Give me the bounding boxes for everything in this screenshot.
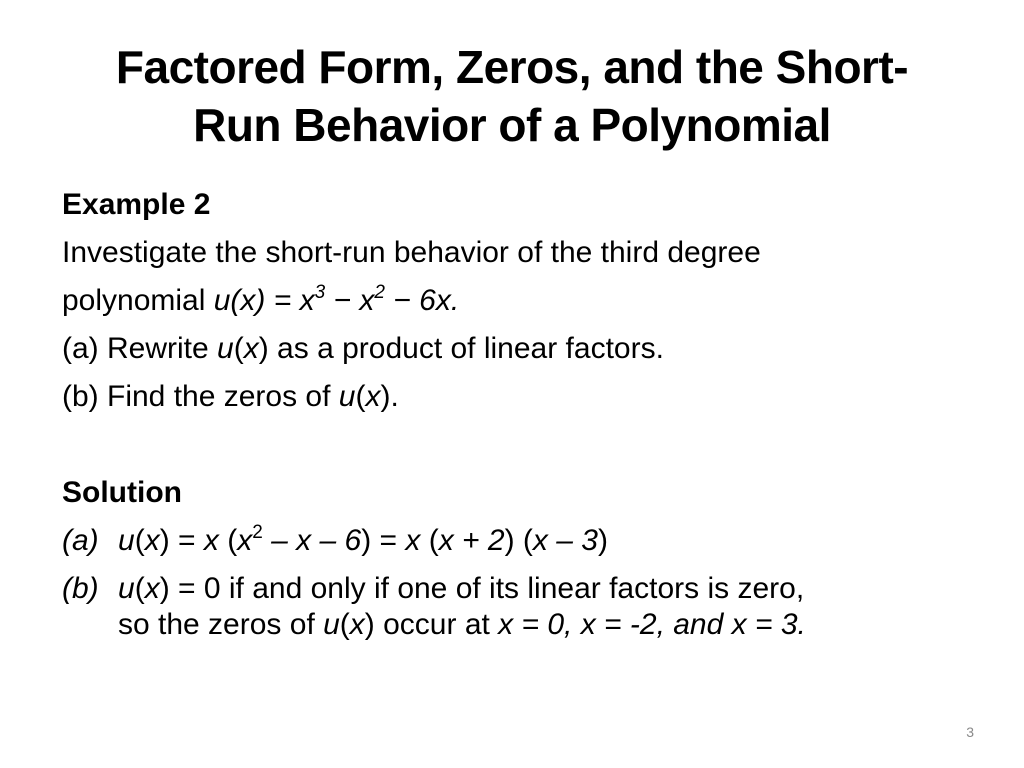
sol-a-x4: x: [405, 524, 421, 557]
poly-tail: − 6x.: [384, 284, 460, 317]
solution-a-text: [118, 517, 982, 565]
sol-a-expr3: x – 3: [532, 524, 598, 557]
sol-a-p2: ) =: [159, 524, 204, 557]
sol-b-u2: u: [323, 608, 340, 641]
sol-a-p5: (: [420, 524, 439, 557]
sol-b-p2: (: [339, 608, 350, 641]
sol-b-p1: (: [134, 572, 145, 605]
part-b-u: u: [338, 380, 356, 413]
part-b-open: (: [355, 380, 366, 413]
poly-lhs: u(x) = x: [213, 284, 315, 317]
sol-a-x3: x: [237, 524, 253, 557]
spacer: [62, 421, 982, 469]
sol-a-p3: (: [218, 524, 238, 557]
sol-b-x2: x: [349, 608, 365, 641]
sol-b-x1: x: [144, 572, 160, 605]
sol-b-start2: so the zeros of: [118, 608, 324, 641]
part-b-prefix: (b) Find the zeros of: [62, 380, 339, 413]
page-number: 3: [966, 724, 974, 740]
poly-exponent-2: 2: [374, 282, 385, 303]
intro-line-2: [62, 277, 982, 325]
sol-b-zeros: x = 0, x = -2, and x = 3.: [498, 608, 806, 641]
title-line-2: Run Behavior of a Polynomial: [193, 99, 831, 151]
sol-a-x2: x: [203, 524, 219, 557]
part-b-close: ).: [380, 380, 399, 413]
sol-a-u: u: [118, 524, 135, 557]
sol-a-expr2: x + 2: [438, 524, 505, 557]
solution-b-label: (b): [62, 572, 99, 605]
part-a-u: u: [217, 332, 234, 365]
solution-b-text: [118, 565, 982, 643]
sol-b-mid2: ) occur at: [364, 608, 499, 641]
poly-mid: − x: [325, 284, 375, 317]
solution-b-line-2: [118, 607, 982, 643]
part-a-line: [62, 325, 982, 373]
part-b-line: [62, 373, 982, 421]
sol-a-exponent: 2: [252, 522, 263, 543]
sol-a-p6: ) (: [504, 524, 533, 557]
sol-a-x1: x: [144, 524, 160, 557]
solution-heading: Solution: [62, 476, 182, 509]
example-heading: Example 2: [62, 188, 211, 221]
sol-a-p4: ) =: [361, 524, 406, 557]
poly-exponent-3: 3: [314, 282, 326, 303]
solution-a-row: [62, 517, 982, 565]
part-b-x: x: [365, 380, 381, 413]
part-a-suffix: as a product of linear factors.: [268, 332, 664, 365]
title-line-1: Factored Form, Zeros, and the Short-: [115, 41, 909, 93]
intro-line-2-text: polynomial: [62, 284, 214, 317]
part-a-prefix: (a) Rewrite: [62, 332, 218, 365]
part-a-open: (: [233, 332, 244, 365]
part-a-x: x: [243, 332, 259, 365]
sol-a-p1: (: [134, 524, 145, 557]
solution-b-row: [62, 565, 982, 643]
sol-b-u1: u: [118, 572, 135, 605]
slide-title: [40, 38, 984, 154]
part-a-close: ): [258, 332, 269, 365]
sol-a-expr1: – x – 6: [262, 524, 362, 557]
solution-a-label: (a): [62, 524, 99, 557]
sol-a-p7: ): [597, 524, 608, 557]
intro-line-1: Investigate the short-run behavior of the third degree: [62, 236, 761, 269]
polynomial-expression: [214, 284, 459, 317]
sol-b-rest1: ) = 0 if and only if one of its linear factors is zero,: [159, 572, 805, 605]
slide-body: [62, 181, 982, 643]
solution-b-line-1: [118, 571, 982, 607]
